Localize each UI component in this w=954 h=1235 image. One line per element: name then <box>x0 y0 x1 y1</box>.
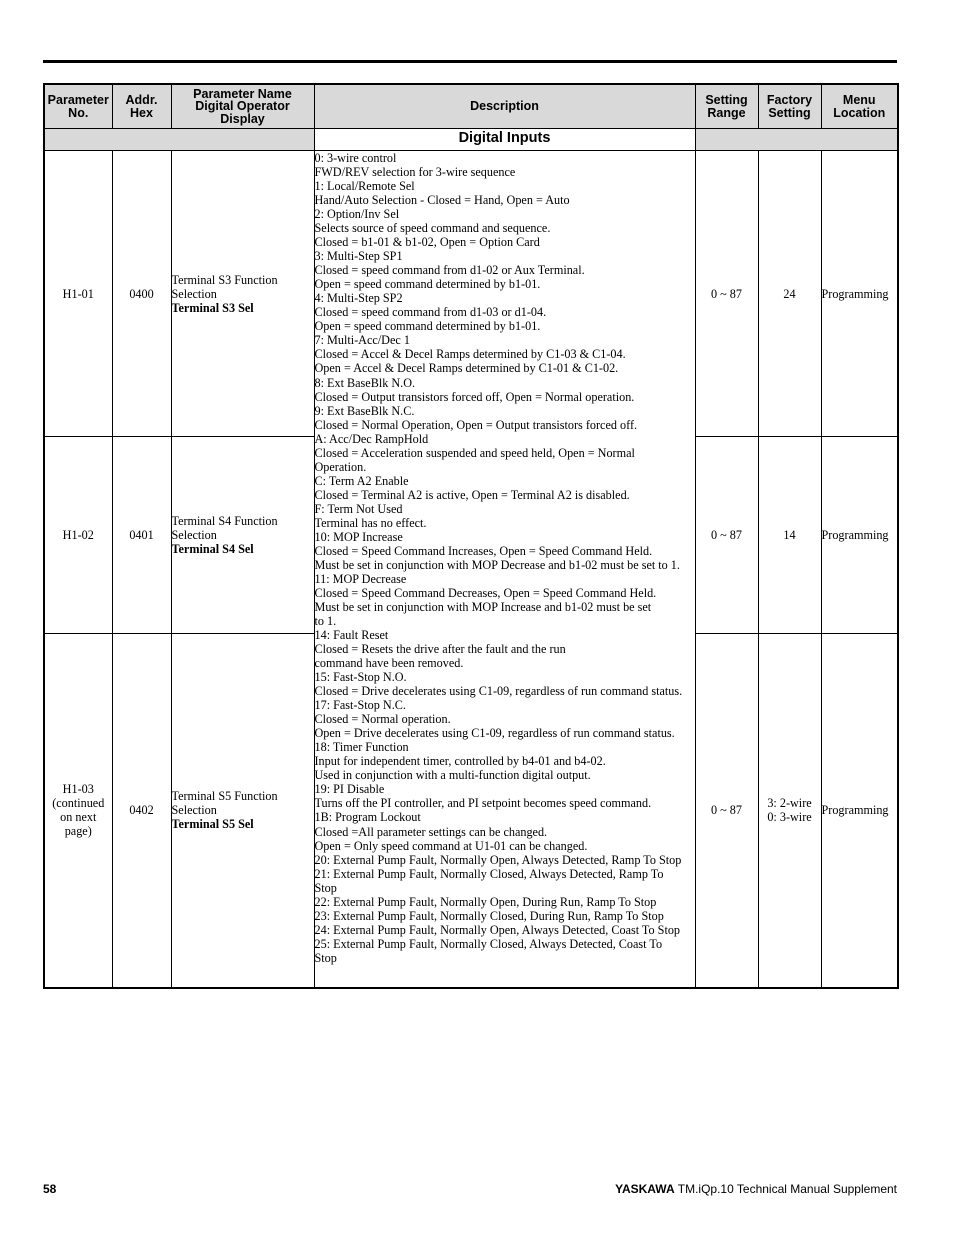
addr-hex: 0402 <box>112 634 171 988</box>
description-line: 4: Multi-Step SP2 <box>314 291 403 306</box>
description-line: Open = Only speed command at U1-01 can be changed. <box>314 838 588 853</box>
section-title: Digital Inputs <box>314 129 695 151</box>
description-line: Selects source of speed command and sequence. <box>314 221 551 236</box>
description-line: Closed = Normal Operation, Open = Output transistors forced off. <box>314 417 638 432</box>
description-line: 22: External Pump Fault, Normally Open, During Run, Ramp To Stop <box>314 894 657 909</box>
description-line: Closed = Resets the drive after the fault and the run <box>314 642 566 657</box>
description-line: 1B: Program Lockout <box>314 810 421 825</box>
param-name: Terminal S3 Function Selection Terminal S3 Sel <box>171 151 314 437</box>
description-line: Must be set in conjunction with MOP Increase and b1-02 must be set <box>314 600 652 614</box>
description-line: Closed = Speed Command Increases, Open = Speed Command Held. <box>314 543 653 558</box>
description-line: 10: MOP Increase <box>314 529 403 544</box>
description-line: Open = Drive decelerates using C1-09, regardless of run command status. <box>314 726 675 741</box>
description-line: Closed = Normal operation. <box>314 712 451 727</box>
description-line: 19: PI Disable <box>314 782 385 797</box>
addr-hex: 0400 <box>112 151 171 437</box>
brand-name: YASKAWA <box>615 1182 675 1196</box>
menu-location: Programming <box>821 634 898 988</box>
description-line: 17: Fast-Stop N.C. <box>314 698 406 713</box>
description-line: Closed =All parameter settings can be changed. <box>314 824 548 839</box>
setting-range: 0 ~ 87 <box>695 437 758 634</box>
description-line: Terminal has no effect. <box>314 515 427 530</box>
header-setting-range: Setting Range <box>695 84 758 129</box>
description-line: 11: MOP Decrease <box>314 571 407 586</box>
description-line: Stop <box>314 950 337 965</box>
description-line: 3: Multi-Step SP1 <box>314 249 403 264</box>
top-rule <box>43 60 897 63</box>
description-line: Closed = Output transistors forced off, Open = Normal operation. <box>314 389 635 404</box>
description-line: 20: External Pump Fault, Normally Open, Always Detected, Ramp To Stop <box>314 852 682 867</box>
param-name: Terminal S5 Function Selection Terminal S5 Sel <box>171 634 314 988</box>
description-line: Closed = Accel & Decel Ramps determined by C1-03 & C1-04. <box>314 347 626 362</box>
addr-hex: 0401 <box>112 437 171 634</box>
description-line: 25: External Pump Fault, Normally Closed, Always Detected, Coast To <box>314 936 663 951</box>
description-line: Open = Accel & Decel Ramps determined by C1-01 & C1-02. <box>314 361 619 376</box>
description-line: 15: Fast-Stop N.O. <box>314 670 407 685</box>
description-line: Turns off the PI controller, and PI setpoint becomes speed command. <box>314 796 652 811</box>
description-line: Open = speed command determined by b1-01. <box>314 319 541 334</box>
param-no: H1-01 <box>44 151 112 437</box>
description-line: 23: External Pump Fault, Normally Closed, During Run, Ramp To Stop <box>314 908 664 923</box>
param-no: H1-03 (continued on next page) <box>44 634 112 988</box>
description-line: command have been removed. <box>314 656 464 671</box>
description-line: Must be set in conjunction with MOP Decrease and b1-02 must be set to 1. <box>314 557 680 572</box>
description-line: Closed = Speed Command Decreases, Open = Speed Command Held. <box>314 585 657 600</box>
description-line: Closed = Acceleration suspended and speed held, Open = Normal <box>314 445 635 460</box>
description-line: 1: Local/Remote Sel <box>314 179 415 194</box>
param-no: H1-02 <box>44 437 112 634</box>
description-line: Closed = speed command from d1-02 or Aux Terminal. <box>314 263 585 278</box>
description-lines <box>315 151 695 965</box>
description-line: Used in conjunction with a multi-function digital output. <box>314 768 591 783</box>
description-line: 14: Fault Reset <box>314 628 389 643</box>
header-addr-hex: Addr. Hex <box>112 84 171 129</box>
factory-setting: 24 <box>758 151 821 437</box>
header-factory-setting: Factory Setting <box>758 84 821 129</box>
menu-location: Programming <box>821 151 898 437</box>
description-line: 2: Option/Inv Sel <box>314 207 400 222</box>
description-line: Stop <box>314 880 337 895</box>
header-description: Description <box>314 84 695 129</box>
description-line: Hand/Auto Selection - Closed = Hand, Open = Auto <box>314 193 570 208</box>
factory-setting: 14 <box>758 437 821 634</box>
description-line: 8: Ext BaseBlk N.O. <box>314 375 416 390</box>
header-row <box>44 84 898 129</box>
setting-range: 0 ~ 87 <box>695 151 758 437</box>
description-line: Closed = Terminal A2 is active, Open = Terminal A2 is disabled. <box>314 487 630 502</box>
header-menu-location: Menu Location <box>821 84 898 129</box>
description-line: 21: External Pump Fault, Normally Closed, Always Detected, Ramp To <box>314 866 664 881</box>
section-row <box>44 129 898 151</box>
description-line: to 1. <box>314 614 337 629</box>
parameter-table <box>43 83 899 989</box>
description-line: Open = speed command determined by b1-01. <box>314 277 541 292</box>
menu-location: Programming <box>821 437 898 634</box>
description-line: 9: Ext BaseBlk N.C. <box>314 403 415 418</box>
description-line: Closed = Drive decelerates using C1-09, regardless of run command status. <box>314 684 683 699</box>
factory-setting: 3: 2-wire 0: 3-wire <box>758 634 821 988</box>
description-line: Closed = speed command from d1-03 or d1-04. <box>314 305 547 320</box>
description-line: 24: External Pump Fault, Normally Open, Always Detected, Coast To Stop <box>314 922 681 937</box>
table-row-h1-01 <box>44 151 898 437</box>
description-line: 7: Multi-Acc/Dec 1 <box>314 333 410 348</box>
description-line: C: Term A2 Enable <box>314 473 409 488</box>
param-name: Terminal S4 Function Selection Terminal S4 Sel <box>171 437 314 634</box>
description-line: Input for independent timer, controlled by b4-01 and b4-02. <box>314 754 606 769</box>
manual-title: TM.iQp.10 Technical Manual Supplement <box>677 1182 897 1196</box>
page-number: 58 <box>43 1182 57 1196</box>
description-cell <box>314 151 695 988</box>
footer-manual-title <box>615 1182 897 1196</box>
header-parameter-name: Parameter Name Digital Operator Display <box>171 84 314 129</box>
description-line: Operation. <box>314 459 367 474</box>
description-line: A: Acc/Dec RampHold <box>314 431 429 446</box>
header-parameter-no: Parameter No. <box>44 84 112 129</box>
description-line: F: Term Not Used <box>314 501 403 516</box>
description-line: Closed = b1-01 & b1-02, Open = Option Card <box>314 235 540 250</box>
description-line: 18: Timer Function <box>314 740 409 755</box>
setting-range: 0 ~ 87 <box>695 634 758 988</box>
description-line: FWD/REV selection for 3-wire sequence <box>314 165 516 180</box>
description-line: 0: 3-wire control <box>314 151 397 165</box>
